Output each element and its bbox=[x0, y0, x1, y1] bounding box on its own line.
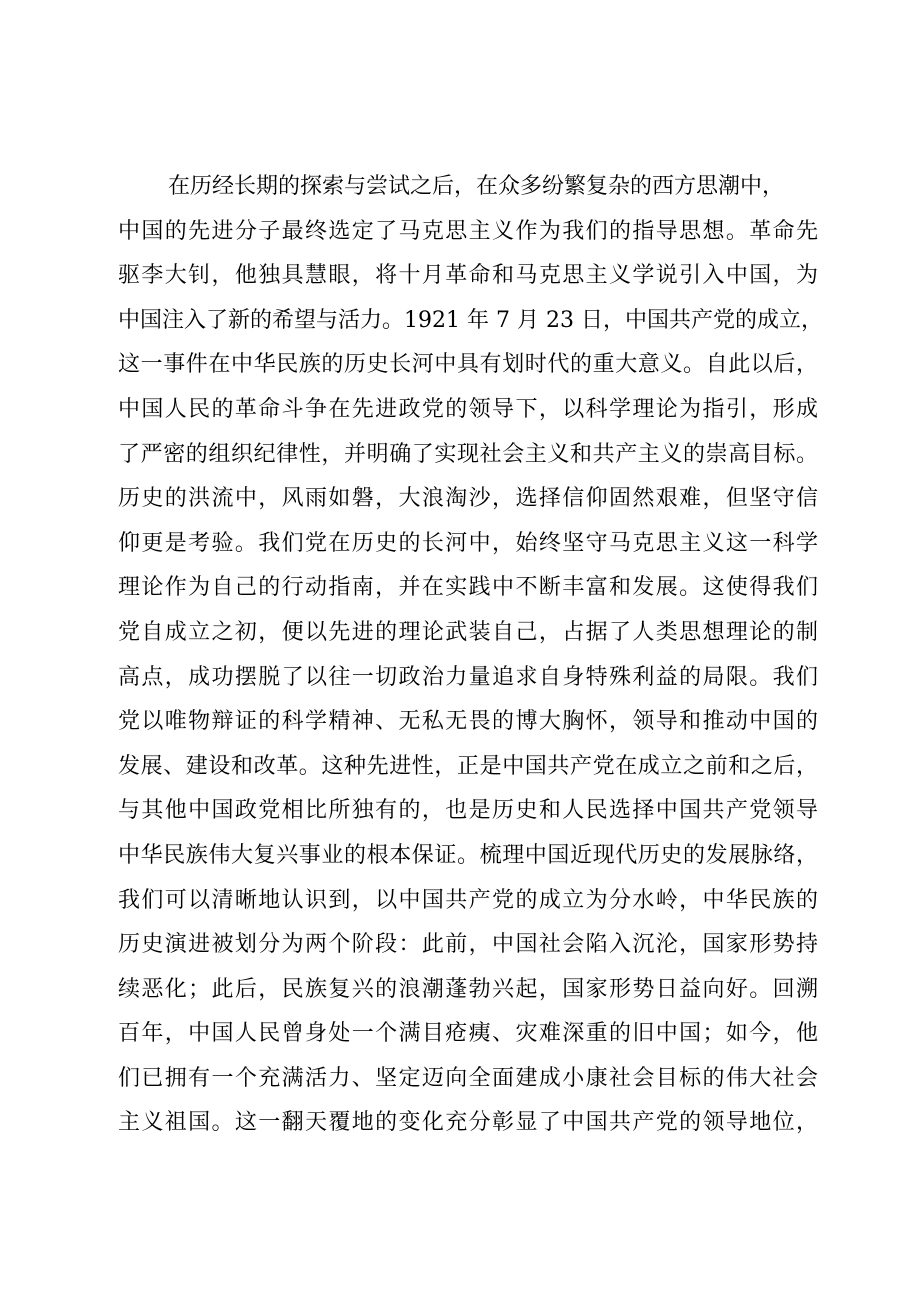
text-line: 续恶化；此后，民族复兴的浪潮蓬勃兴起，国家形势日益向好。回溯 bbox=[118, 976, 818, 1002]
text-line: 主义祖国。这一翻天覆地的变化充分彰显了中国共产党的领导地位， bbox=[118, 1110, 818, 1136]
text-line: 仰更是考验。我们党在历史的长河中，始终坚守马克思主义这一科学 bbox=[118, 530, 818, 556]
text-line: 历史演进被划分为两个阶段：此前，中国社会陷入沉沦，国家形势持 bbox=[118, 932, 818, 958]
text-line: 发展、建设和改革。这种先进性，正是中国共产党在成立之前和之后， bbox=[118, 753, 818, 779]
text-line: 历史的洪流中，风雨如磐，大浪淘沙，选择信仰固然艰难，但坚守信 bbox=[118, 486, 818, 512]
text-line: 百年，中国人民曾身处一个满目疮痍、灾难深重的旧中国；如今，他 bbox=[118, 1021, 818, 1047]
text-line: 中华民族伟大复兴事业的根本保证。梳理中国近现代历史的发展脉络， bbox=[118, 842, 818, 868]
text-line: 们已拥有一个充满活力、坚定迈向全面建成小康社会目标的伟大社会 bbox=[118, 1065, 818, 1091]
text-line: 党自成立之初，便以先进的理论武装自己，占据了人类思想理论的制 bbox=[118, 619, 818, 645]
text-line: 党以唯物辩证的科学精神、无私无畏的博大胸怀，领导和推动中国的 bbox=[118, 709, 818, 735]
text-line: 中国人民的革命斗争在先进政党的领导下，以科学理论为指引，形成 bbox=[118, 396, 818, 422]
text-line: 驱李大钊，他独具慧眼，将十月革命和马克思主义学说引入中国，为 bbox=[118, 263, 818, 289]
text-line: 这一事件在中华民族的历史长河中具有划时代的重大意义。自此以后， bbox=[118, 352, 818, 378]
text-line: 理论作为自己的行动指南，并在实践中不断丰富和发展。这使得我们 bbox=[118, 575, 818, 601]
text-line: 高点，成功摆脱了以往一切政治力量追求自身特殊利益的局限。我们 bbox=[118, 664, 818, 690]
text-line: 中国的先进分子最终选定了马克思主义作为我们的指导思想。革命先 bbox=[118, 218, 818, 244]
body-paragraph bbox=[118, 165, 823, 1146]
text-line: 了严密的组织纪律性，并明确了实现社会主义和共产主义的崇高目标。 bbox=[118, 441, 818, 467]
text-line: 我们可以清晰地认识到，以中国共产党的成立为分水岭，中华民族的 bbox=[118, 887, 818, 913]
text-line: 在历经长期的探索与尝试之后，在众多纷繁复杂的西方思潮中， bbox=[168, 174, 785, 199]
text-line: 与其他中国政党相比所独有的，也是历史和人民选择中国共产党领导 bbox=[118, 798, 818, 824]
text-line: 中国注入了新的希望与活力。1921 年 7 月 23 日，中国共产党的成立， bbox=[118, 307, 823, 333]
